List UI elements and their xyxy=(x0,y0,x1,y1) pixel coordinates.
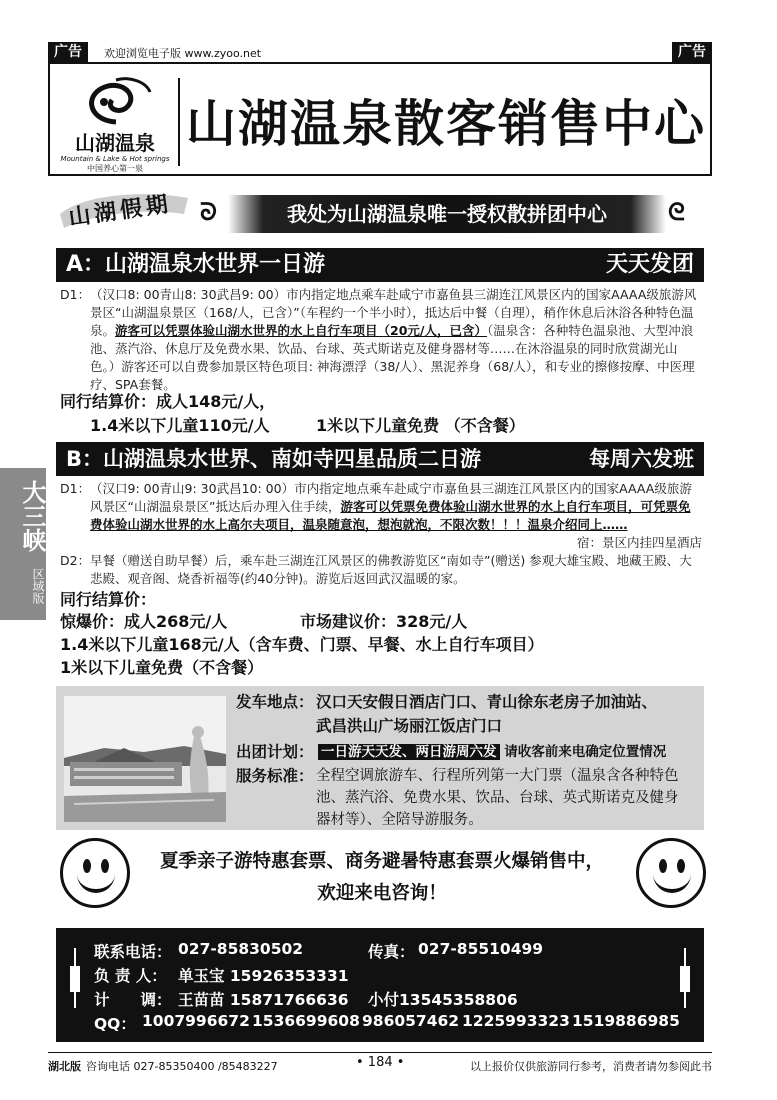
depart-value-1: 汉口天安假日酒店门口、青山徐东老房子加油站、 xyxy=(316,693,658,711)
promo-line-2: 欢迎来电咨询！ xyxy=(317,883,447,904)
contact-qq-5: 1519886985 xyxy=(572,1012,680,1030)
section-b-d1-label: D1： xyxy=(60,481,91,496)
resort-photo xyxy=(64,696,226,822)
contact-dispatch-2: 小付13545358806 xyxy=(368,991,518,1009)
footer-hotline: 咨询电话 027-85350400 /85483227 xyxy=(86,1060,278,1073)
footer-disclaimer: 以上报价仅供旅游同行参考，消费者请勿参阅此书 xyxy=(470,1060,712,1073)
contact-qq-2: 1536699608 xyxy=(252,1012,360,1030)
contact-fax-label: 传真： xyxy=(368,943,415,961)
section-a-schedule: 天天发团 xyxy=(605,252,694,277)
promo xyxy=(132,846,632,910)
section-b-schedule: 每周六发班 xyxy=(589,447,694,471)
section-b-d1-text-1: （汉口9: 00青山9: 30武昌10: 00）市内指定地点乘车赴咸宁市嘉鱼县三湖连江风景区内的国家AAAA级旅游风景区“山湖温泉景区”抵达后办理入住手续， xyxy=(90,481,692,514)
contact-fax: 027-85510499 xyxy=(418,940,544,958)
section-b-price-title: 同行结算价： xyxy=(60,590,157,609)
resort-building-icon xyxy=(64,696,226,822)
section-b-d1 xyxy=(90,480,702,534)
section-a-price-free: 1米以下儿童免费 （不含餐） xyxy=(316,416,525,435)
section-b-d2-text: 早餐（赠送自助早餐）后，乘车赴三湖连江风景区的佛教游览区“南如寺”(赠送) 参观大雄宝殿、地藏王殿、大悲殿、观音阁、烧香祈福等(约40分钟)。游览后返回武汉温暖的家。 xyxy=(90,553,692,586)
depart-label: 发车地点： xyxy=(236,693,314,711)
logo-name: 山湖温泉 xyxy=(75,131,155,155)
sidebar-small: 区域版 xyxy=(31,568,45,604)
footer-rule xyxy=(48,1052,712,1053)
contact-qq-3: 986057462 xyxy=(362,1012,460,1030)
ad-tag-left: 广告 xyxy=(48,42,88,62)
promo-line-1: 夏季亲子游特惠套票、商务避暑特惠套票火爆销售中， xyxy=(159,851,604,872)
section-b-price-child: 1.4米以下儿童168元/人（含车费、门票、早餐、水上自行车项目） xyxy=(60,635,544,654)
logo-english: Mountain & Lake & Hot springs xyxy=(60,155,170,163)
section-a-d1-bold: 游客可以凭票体验山湖水世界的水上自行车项目（20元/人，已含） xyxy=(115,323,487,338)
section-b-d2-label: D2： xyxy=(60,553,91,568)
section-b-price-free: 1米以下儿童免费（不含餐） xyxy=(60,658,264,677)
contact-phone-label: 联系电话： xyxy=(94,943,172,961)
contact-dispatch-1: 王苗苗 15871766636 xyxy=(178,991,349,1009)
section-a-d1-text-2: （温泉含：各种特色温泉池、大型冲浪池、蒸汽浴、休息厅及免费水果、饮品、台球、英式斯诺克及健身器材等……在沐浴温泉的同时欣赏湖光山色。）游客还可以自费参加景区特色项目: 神海漂浮（38/人）、黑泥养身（68/人），和专业的擦修按摩、中医理疗、SPA套餐。 xyxy=(90,323,695,392)
section-a-d1-text-1: （汉口8: 00青山8: 30武昌9: 00）市内指定地点乘车赴咸宁市嘉鱼县三湖连江风景区内的国家AAAA级旅游风景区“山湖温泉景区（168/人，已含）”（车程约一个半小时），抵达后中餐（自理），稍作休息后沐浴各种特色温泉。 xyxy=(90,287,697,338)
section-b-d1-stay: 宿：景区内挂四星酒店 xyxy=(560,534,702,552)
section-b-title: B：山湖温泉水世界、南如寺四星品质二日游 xyxy=(66,447,482,471)
ornament-right-icon: ᘓ xyxy=(668,198,685,226)
smiley-left-icon xyxy=(60,838,130,908)
contact-dispatch-label: 计 调： xyxy=(94,991,172,1009)
section-b-header xyxy=(56,442,704,476)
header-divider xyxy=(178,78,180,166)
section-a-price-title: 同行结算价：成人148元/人， xyxy=(60,392,276,411)
sidebar-big: 大三峡 xyxy=(18,480,47,552)
logo-slogan: 中国养心第一泉 xyxy=(87,164,143,173)
contact-phone: 027-85830502 xyxy=(178,940,304,958)
contact-box xyxy=(56,928,704,1042)
footer-edition: 湖北版 xyxy=(48,1060,81,1073)
ad-tag-right: 广告 xyxy=(672,42,712,62)
ornament-left-icon: ᘐ xyxy=(200,198,217,226)
contact-manager: 单玉宝 15926353331 xyxy=(178,967,349,985)
section-a-price-child: 1.4米以下儿童110元/人 xyxy=(90,416,270,435)
contact-qq-1: 1007996672 xyxy=(142,1012,250,1030)
contact-qq-label: QQ： xyxy=(94,1015,136,1033)
contact-qq-4: 1225993323 xyxy=(462,1012,570,1030)
brush-stamp xyxy=(54,184,194,234)
plan-value xyxy=(318,740,666,764)
contact-manager-label: 负 责 人： xyxy=(94,967,167,985)
section-a-title: A：山湖温泉水世界一日游 xyxy=(66,252,326,277)
page-title: 山湖温泉散客销售中心 xyxy=(186,94,706,153)
region-sidebar xyxy=(0,468,46,620)
plan-highlight: 一日游天天发、两日游周六发 xyxy=(318,744,500,760)
section-a-header xyxy=(56,248,704,282)
section-a-d1-label: D1： xyxy=(60,287,91,302)
service-text: 全程空调旅游车、行程所列第一大门票（温泉含各种特色池、蒸汽浴、免费水果、饮品、台球、英式斯诺克及健身器材等）、全陪导游服务。 xyxy=(316,768,679,828)
depart-value-2: 武昌洪山广场丽江饭店门口 xyxy=(316,717,503,735)
plan-label: 出团计划： xyxy=(236,743,314,761)
smiley-right-icon xyxy=(636,838,706,908)
section-b-d1-bold: 游客可以凭票免费体验山湖水世界的水上自行车项目，可凭票免费体验山湖水世界的水上高尔夫项目，温泉随意泡，想泡就泡，不限次数！！！温泉介绍同上…… xyxy=(90,499,691,532)
banner: 我处为山湖温泉唯一授权散拼团中心 xyxy=(228,195,666,233)
brush-text: 山湖假期 xyxy=(66,190,174,232)
logo-swirl-icon xyxy=(56,72,174,128)
welcome-text: 欢迎浏览电子版 www.zyoo.net xyxy=(104,47,262,60)
section-b-price-market: 市场建议价：328元/人 xyxy=(300,612,468,631)
logo xyxy=(56,72,174,173)
plan-note: 请收客前来电确定位置情况 xyxy=(504,744,667,760)
section-a-d1 xyxy=(90,286,702,394)
footer-page: • 184 • xyxy=(356,1055,405,1070)
service-label: 服务标准： xyxy=(236,767,314,785)
section-b-price-adult: 惊爆价：成人268元/人 xyxy=(60,612,228,631)
